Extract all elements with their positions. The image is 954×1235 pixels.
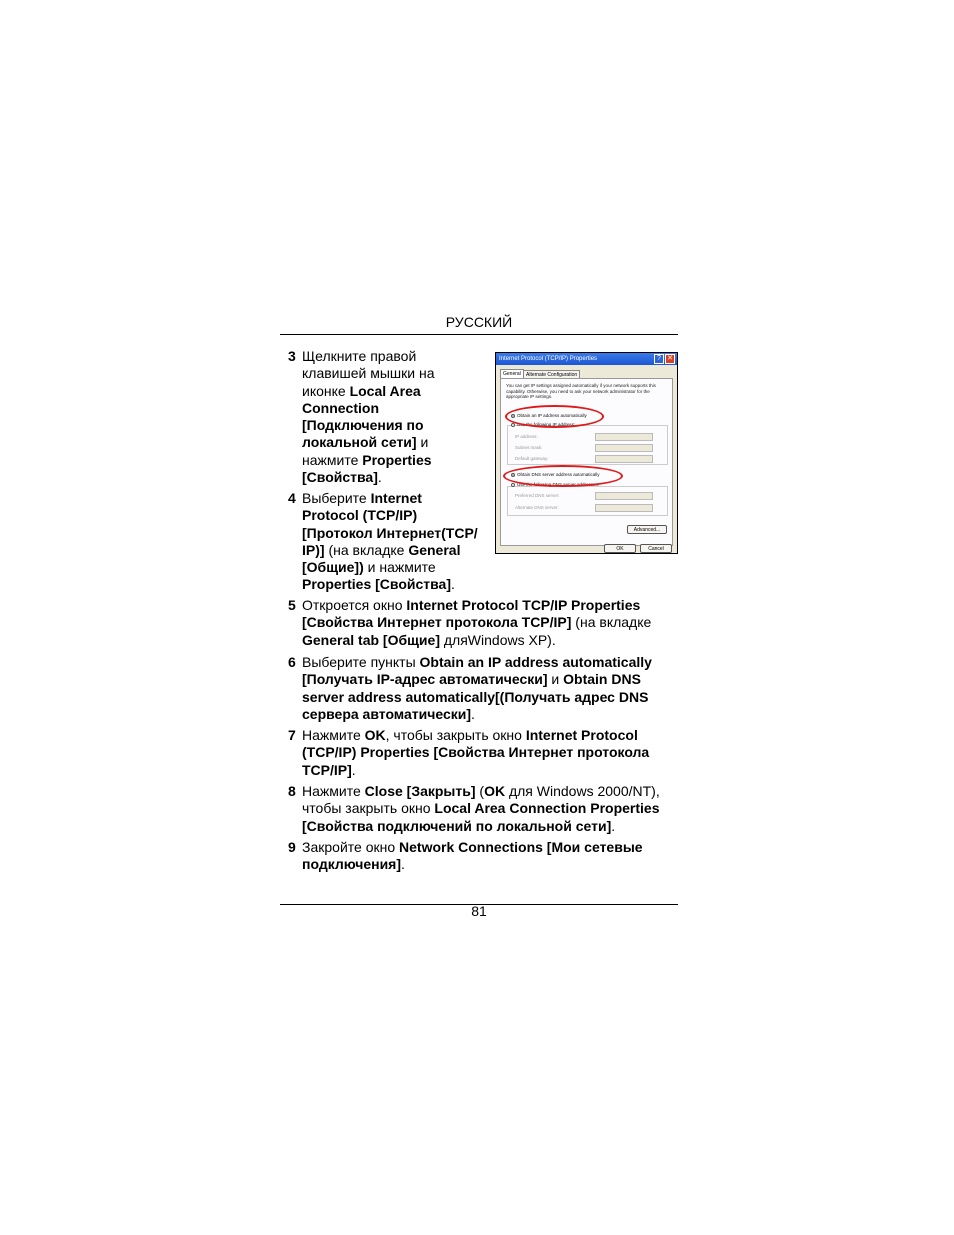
option-label: Use the following IP address:: [517, 422, 576, 427]
emphasized-text: Obtain DNS: [563, 671, 641, 688]
step-text: [302, 597, 651, 649]
step-line: [302, 348, 435, 365]
plain-text: и: [547, 671, 564, 688]
plain-text: Закройте окно: [302, 839, 400, 855]
section-title: РУССКИЙ: [445, 314, 513, 330]
obtain-dns-highlight: [503, 465, 623, 487]
step-line: [302, 839, 643, 856]
step-number: 5: [288, 597, 296, 613]
tab-alternate-configuration: Alternate Configuration: [523, 370, 580, 379]
emphasized-text: [Свойства Интернет протокола TCP/IP]: [302, 614, 572, 631]
plain-text: Нажмите: [302, 727, 365, 743]
step-line: [302, 365, 435, 382]
step-line: [302, 671, 652, 688]
emphasized-text: [Общие]): [302, 559, 364, 576]
emphasized-text: Internet Protocol: [525, 727, 638, 743]
step-text: [302, 839, 643, 874]
field-label: Alternate DNS server:: [515, 505, 559, 510]
emphasized-text: Properties: [362, 451, 432, 468]
step-line: [302, 383, 435, 400]
step-line: [302, 452, 435, 469]
field-label: Subnet mask:: [515, 445, 543, 450]
field-label: Default gateway:: [515, 456, 549, 461]
plain-text: Нажмите: [302, 783, 365, 799]
step-number: 3: [288, 348, 296, 364]
emphasized-text: Network Connections [Мои сетевые: [399, 839, 643, 855]
cancel-button: Cancel: [640, 544, 672, 553]
emphasized-text: локальной сети]: [302, 434, 417, 451]
obtain-ip-highlight: [505, 405, 604, 428]
plain-text: иконке: [302, 382, 350, 399]
advanced-button: Advanced...: [627, 525, 667, 534]
tcpip-properties-screenshot: [495, 352, 678, 554]
plain-text: чтобы закрыть окно: [302, 800, 435, 817]
emphasized-text: Internet Protocol TCP/IP Properties: [406, 597, 641, 613]
plain-text: дляWindows XP).: [439, 631, 556, 648]
emphasized-text: подключения]: [302, 856, 402, 873]
step-line: [302, 744, 649, 761]
emphasized-text: OK: [484, 783, 506, 799]
plain-text: .: [377, 469, 382, 486]
emphasized-text: [Получать IP-адрес автоматически]: [302, 671, 548, 688]
emphasized-text: Local Area Connection Properties: [434, 800, 660, 817]
step-number: 4: [288, 490, 296, 506]
step-line: [302, 469, 435, 486]
emphasized-text: Close [Закрыть]: [364, 783, 476, 799]
general-panel: [500, 378, 673, 546]
step-number: 8: [288, 783, 296, 799]
step-text: [302, 348, 435, 486]
plain-text: .: [401, 856, 405, 873]
step-line: [302, 614, 651, 631]
step-line: [302, 434, 435, 451]
plain-text: и нажмите: [363, 559, 436, 576]
radio-icon: [511, 483, 515, 487]
step-number: 9: [288, 839, 296, 855]
step-line: [302, 783, 660, 800]
step-line: [302, 525, 478, 542]
step-text: [302, 490, 478, 594]
step-line: [302, 417, 435, 434]
option-label: Use the following DNS server addresses:: [517, 482, 600, 487]
step-line: [302, 400, 435, 417]
plain-text: Выберите пункты: [302, 654, 420, 670]
plain-text: Щелкните правой: [302, 348, 417, 364]
emphasized-text: [Свойства]: [302, 469, 378, 486]
step-line: [302, 727, 649, 744]
ok-button: OK: [604, 544, 636, 553]
plain-text: .: [351, 761, 356, 778]
step-line: [302, 689, 652, 706]
page-number: 81: [471, 903, 487, 919]
field-label: Preferred DNS server:: [515, 493, 560, 498]
step-line: [302, 542, 478, 559]
emphasized-text: OK: [364, 727, 386, 743]
ip-field: [595, 433, 653, 441]
step-text: [302, 654, 652, 723]
emphasized-text: Obtain an IP address automatically: [419, 654, 652, 670]
plain-text: для Windows 2000/NT),: [505, 783, 660, 799]
plain-text: (: [475, 783, 485, 799]
step-line: [302, 762, 649, 779]
emphasized-text: server address automatically[(Получать адрес DNS: [302, 688, 649, 705]
step-line: [302, 800, 660, 817]
close-icon: ✕: [665, 354, 675, 364]
intro-text: You can get IP settings assigned automatically if your network supports this capability. Otherwise, you need to ask your network administrator for the appropriate IP settings.: [506, 383, 656, 399]
plain-text: клавишей мышки на: [302, 365, 435, 382]
emphasized-text: IP)]: [302, 541, 325, 558]
plain-text: и: [416, 434, 429, 451]
emphasized-text: Properties [Свойства]: [302, 576, 452, 593]
plain-text: (на вкладке: [571, 614, 652, 631]
emphasized-text: Protocol (TCP/IP): [302, 507, 418, 524]
alternate-dns-field: [595, 504, 653, 512]
plain-text: .: [611, 817, 616, 834]
step-line: [302, 706, 652, 723]
step-line: [302, 856, 643, 873]
gateway-field: [595, 455, 653, 463]
option-label: Obtain DNS server address automatically: [517, 472, 600, 477]
plain-text: .: [451, 576, 455, 593]
tab-general: General: [500, 369, 524, 378]
step-text: [302, 727, 649, 779]
plain-text: , чтобы закрыть окно: [385, 727, 526, 743]
step-line: [302, 818, 660, 835]
emphasized-text: Local Area: [349, 382, 421, 399]
subnet-field: [595, 444, 653, 452]
emphasized-text: сервера автоматически]: [302, 705, 472, 722]
step-line: [302, 490, 478, 507]
option-label: Obtain an IP address automatically: [517, 413, 587, 418]
emphasized-text: General: [408, 541, 461, 558]
emphasized-text: [Свойства подключений по локальной сети]: [302, 817, 612, 834]
step-line: [302, 632, 651, 649]
emphasized-text: TCP/IP]: [302, 761, 352, 778]
step-line: [302, 559, 478, 576]
help-icon: ?: [654, 354, 664, 364]
step-line: [302, 654, 652, 671]
step-number: 6: [288, 654, 296, 670]
step-line: [302, 597, 651, 614]
step-line: [302, 507, 478, 524]
emphasized-text: [Протокол Интернет(TCP/: [302, 524, 478, 541]
emphasized-text: Internet: [370, 490, 422, 506]
emphasized-text: [Подключения по: [302, 417, 424, 434]
header-rule: [280, 334, 678, 335]
plain-text: (на вкладке: [324, 541, 409, 558]
plain-text: Откроется окно: [302, 597, 407, 613]
emphasized-text: General tab [Общие]: [302, 631, 440, 648]
plain-text: нажмите: [302, 451, 363, 468]
dialog-title: Internet Protocol (TCP/IP) Properties: [496, 353, 677, 365]
preferred-dns-field: [595, 492, 653, 500]
emphasized-text: Connection: [302, 399, 379, 416]
emphasized-text: (TCP/IP) Properties [Свойства Интернет протокола: [302, 744, 650, 761]
step-text: [302, 783, 660, 835]
plain-text: Выберите: [302, 490, 371, 506]
step-number: 7: [288, 727, 296, 743]
field-label: IP address:: [515, 434, 538, 439]
step-line: [302, 576, 478, 593]
plain-text: .: [471, 705, 475, 722]
